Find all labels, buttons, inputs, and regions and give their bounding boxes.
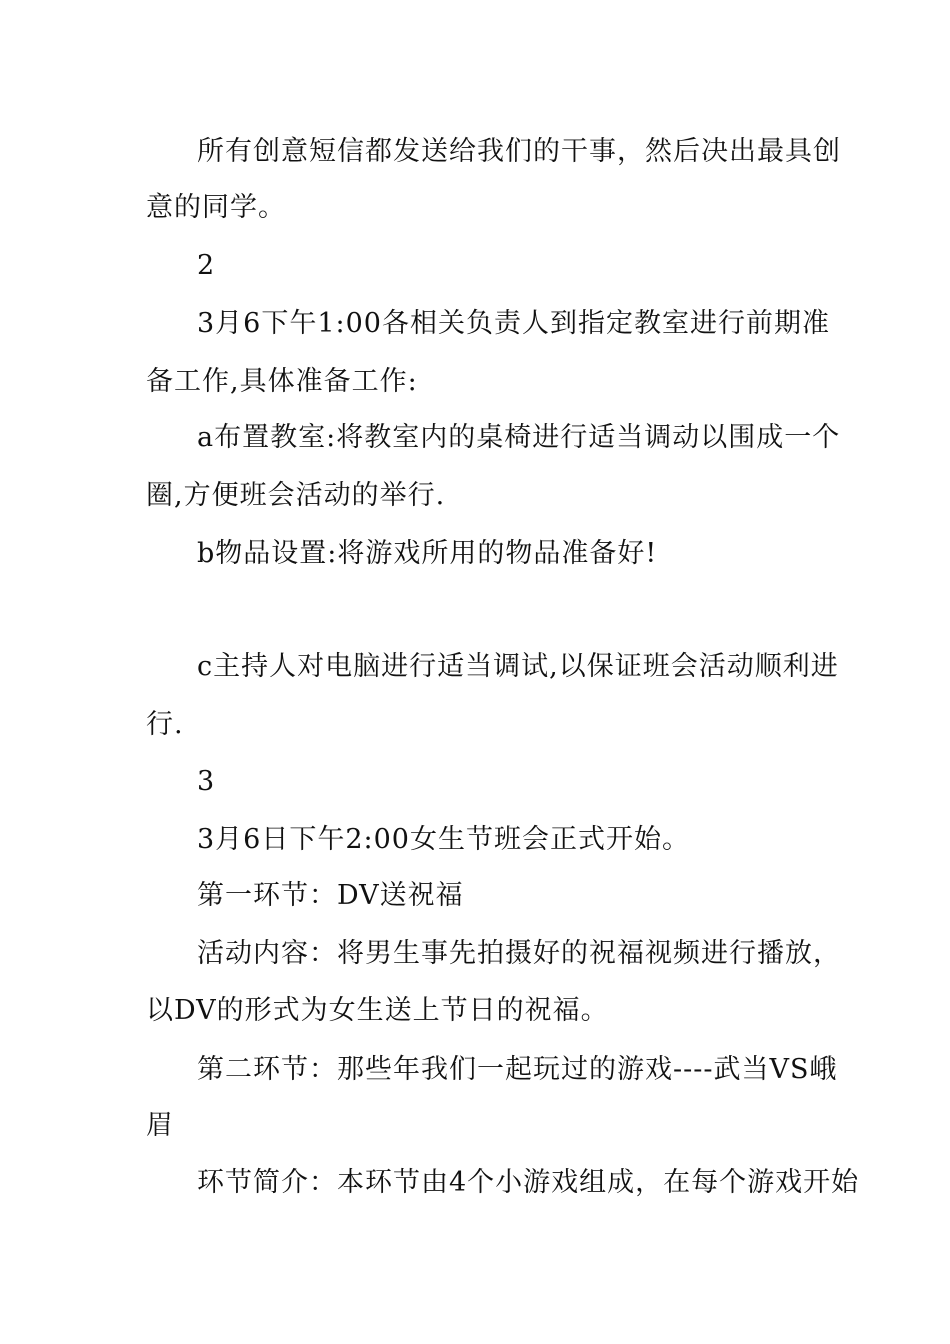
- paragraph-line: 环节简介：本环节由4个小游戏组成，在每个游戏开始: [197, 1167, 860, 1198]
- paragraph-line: b物品设置:将游戏所用的物品准备好!: [197, 538, 658, 569]
- paragraph-line: 备工作,具体准备工作:: [146, 366, 418, 397]
- section-heading-continued: 眉: [146, 1110, 174, 1141]
- paragraph-line: c主持人对电脑进行适当调试,以保证班会活动顺利进: [197, 651, 839, 682]
- paragraph-line: 圈,方便班会活动的举行.: [146, 480, 446, 511]
- paragraph-line: 以DV的形式为女生送上节日的祝福。: [146, 995, 609, 1026]
- paragraph-line: 3月6下午1:00各相关负责人到指定教室进行前期准: [197, 308, 830, 339]
- section-number: 3: [197, 766, 216, 797]
- paragraph-line: 所有创意短信都发送给我们的干事，然后决出最具创: [197, 136, 841, 167]
- paragraph-line: 3月6日下午2:00女生节班会正式开始。: [197, 824, 690, 855]
- paragraph-line: 意的同学。: [146, 192, 286, 223]
- paragraph-line: 活动内容：将男生事先拍摄好的祝福视频进行播放，: [197, 938, 841, 969]
- section-number: 2: [197, 250, 216, 281]
- section-heading: 第二环节：那些年我们一起玩过的游戏----武当VS峨: [197, 1054, 838, 1085]
- paragraph-line: a布置教室:将教室内的桌椅进行适当调动以围成一个: [197, 422, 841, 453]
- section-heading: 第一环节：DV送祝福: [197, 880, 464, 911]
- paragraph-line: 行.: [146, 709, 184, 740]
